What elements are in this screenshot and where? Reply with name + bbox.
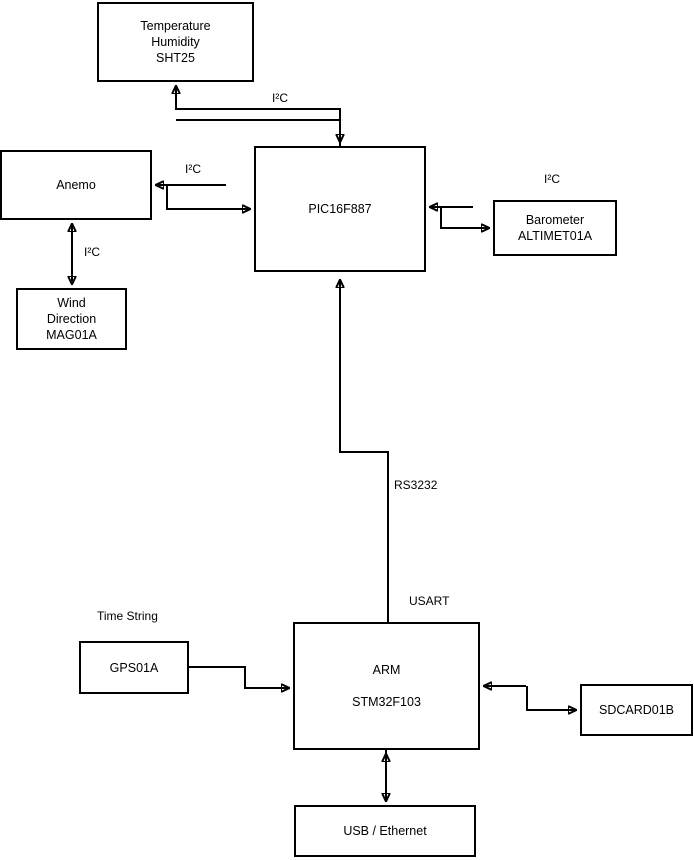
node-usb-ethernet[interactable]: [294, 805, 476, 857]
wire-pic-to-sht25: [176, 86, 340, 146]
edge-label-i2c-mag01a: I²C: [84, 245, 100, 259]
edge-label-rs3232: RS3232: [394, 478, 438, 492]
node-gps01a[interactable]: [79, 641, 189, 694]
node-arm-line-0: ARM: [372, 663, 401, 677]
wire-arm-to-pic: [340, 280, 388, 622]
node-sht25-line-2: SHT25: [156, 51, 195, 65]
edge-label-time-string: Time String: [97, 609, 158, 623]
node-sht25-line-1: Humidity: [151, 35, 200, 49]
node-barometer[interactable]: [493, 200, 617, 256]
wire-sht25-to-pic: [176, 120, 340, 142]
node-sdcard01b-label: SDCARD01B: [598, 703, 675, 717]
node-anemo-label: Anemo: [56, 178, 96, 192]
node-sht25-line-0: Temperature: [140, 19, 211, 33]
node-sht25[interactable]: [97, 2, 254, 82]
edge-label-i2c-sht25: I²C: [272, 91, 288, 105]
node-mag01a-line-0: Wind: [57, 296, 86, 310]
edge-label-i2c-barometer: I²C: [544, 172, 560, 186]
edge-label-i2c-anemo: I²C: [185, 162, 201, 176]
node-mag01a-line-1: Direction: [46, 312, 97, 326]
wire-sdcard-to-arm: [527, 686, 576, 710]
node-sdcard01b[interactable]: [580, 684, 693, 736]
node-mag01a[interactable]: [16, 288, 127, 350]
wire-gps-to-arm: [189, 667, 289, 688]
node-mag01a-line-2: MAG01A: [46, 328, 97, 342]
node-barometer-line-1: ALTIMET01A: [517, 229, 593, 243]
node-barometer-line-0: Barometer: [525, 213, 585, 227]
edge-label-usart: USART: [409, 594, 450, 608]
node-arm-line-2: STM32F103: [352, 695, 421, 709]
wire-anemo-to-pic: [167, 185, 250, 209]
node-arm[interactable]: [293, 622, 480, 750]
node-gps01a-label: GPS01A: [109, 660, 159, 675]
node-pic16f887[interactable]: [254, 146, 426, 272]
node-pic16f887-label: PIC16F887: [308, 202, 372, 216]
node-anemo[interactable]: [0, 150, 152, 220]
node-usb-ethernet-label: USB / Ethernet: [343, 824, 427, 838]
wire-barometer-to-pic: [441, 207, 489, 228]
